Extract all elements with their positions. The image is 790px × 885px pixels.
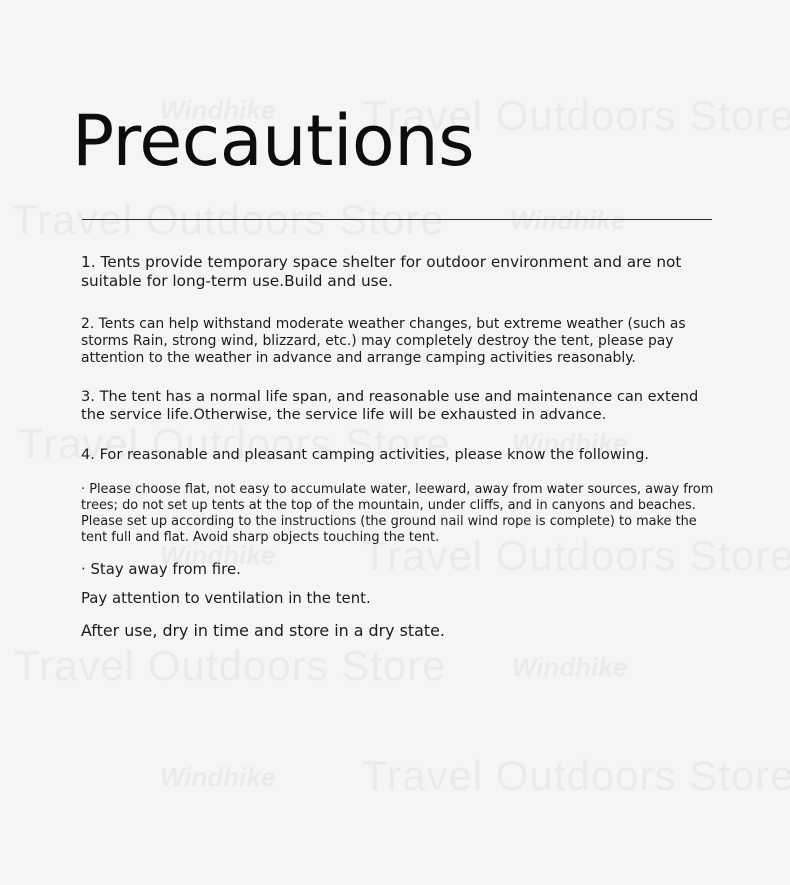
watermark-store-text [14,642,447,690]
watermark-store-text [362,752,790,800]
watermark-store-text [12,196,445,244]
camping-tip-storage: After use, dry in time and store in a dry state. [81,621,445,640]
precaution-item-1: 1. Tents provide temporary space shelter for outdoor environment and are not suitable for long-term use.Build and use. [81,253,682,290]
camping-tip-site-selection: · Please choose flat, not easy to accumulate water, leeward, away from water sources, away from trees; do not set up tents at the top of the mountain, under cliffs, and in canyons and beaches. Please set up according to the instructions (the ground nail wind rope is complete) to make the tent full and flat. Avoid sharp objects touching the tent. [81,482,714,545]
watermark-logo [160,762,275,793]
title-divider [82,219,712,220]
watermark-logo [510,205,625,236]
camping-tip-ventilation: Pay attention to ventilation in the tent. [81,589,371,607]
camping-tip-fire: · Stay away from fire. [81,560,241,578]
precaution-item-3: 3. The tent has a normal life span, and reasonable use and maintenance can extend the service life.Otherwise, the service life will be exhausted in advance. [81,388,699,423]
precaution-item-2: 2. Tents can help withstand moderate weather changes, but extreme weather (such as storms Rain, strong wind, blizzard, etc.) may completely destroy the tent, please pay attention to the weather in advance and arrange camping activities reasonably. [81,316,686,366]
precaution-item-4: 4. For reasonable and pleasant camping activities, please know the following. [81,446,649,463]
page-title: Precautions [72,100,475,182]
watermark-logo [512,652,627,683]
